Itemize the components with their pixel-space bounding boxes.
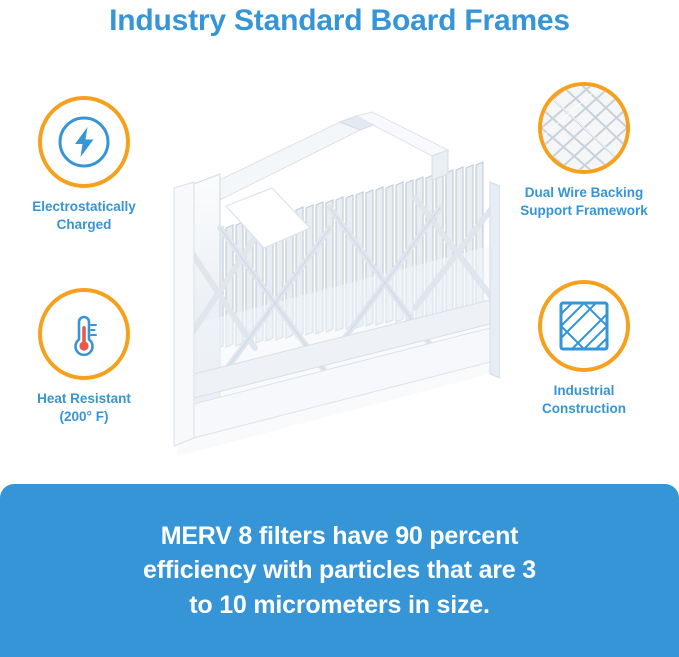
product-image [160,78,500,468]
feature-dual-wire-backing [504,82,664,220]
page-title: Industry Standard Board Frames [109,4,570,37]
banner-text [107,519,572,623]
feature-icon-ring [38,288,130,380]
feature-heat-resistant [4,288,164,426]
feature-caption-line1: Dual Wire Backing [524,185,644,200]
feature-icon-ring [538,280,630,372]
merv-info-banner [0,484,679,657]
feature-caption [504,184,664,220]
banner-line-3: to 10 micrometers in size. [189,590,490,619]
feature-electrostatically-charged [4,96,164,234]
banner-line-1: MERV 8 filters have 90 percent [160,521,519,550]
feature-caption [4,390,164,426]
feature-caption-line1: Heat Resistant [37,391,131,406]
feature-caption-line2: (200° F) [59,409,109,425]
feature-icon-ring [38,96,130,188]
feature-caption [504,382,664,418]
banner-line-2: efficiency with particles that are 3 [143,556,536,585]
feature-caption-line2: Support Framework [520,203,648,219]
feature-icon-ring [538,82,630,174]
feature-caption-line1: Industrial [553,383,615,398]
feature-caption-line2: Construction [542,401,626,417]
feature-caption-line1: Electrostatically [32,199,136,214]
grid-frame-icon [557,299,611,353]
thermometer-icon [58,308,110,360]
feature-caption [4,198,164,234]
wire-mesh-photo-icon [542,86,626,170]
feature-caption-line2: Charged [56,217,112,233]
feature-industrial-construction [504,280,664,418]
lightning-bolt-icon [58,116,110,168]
